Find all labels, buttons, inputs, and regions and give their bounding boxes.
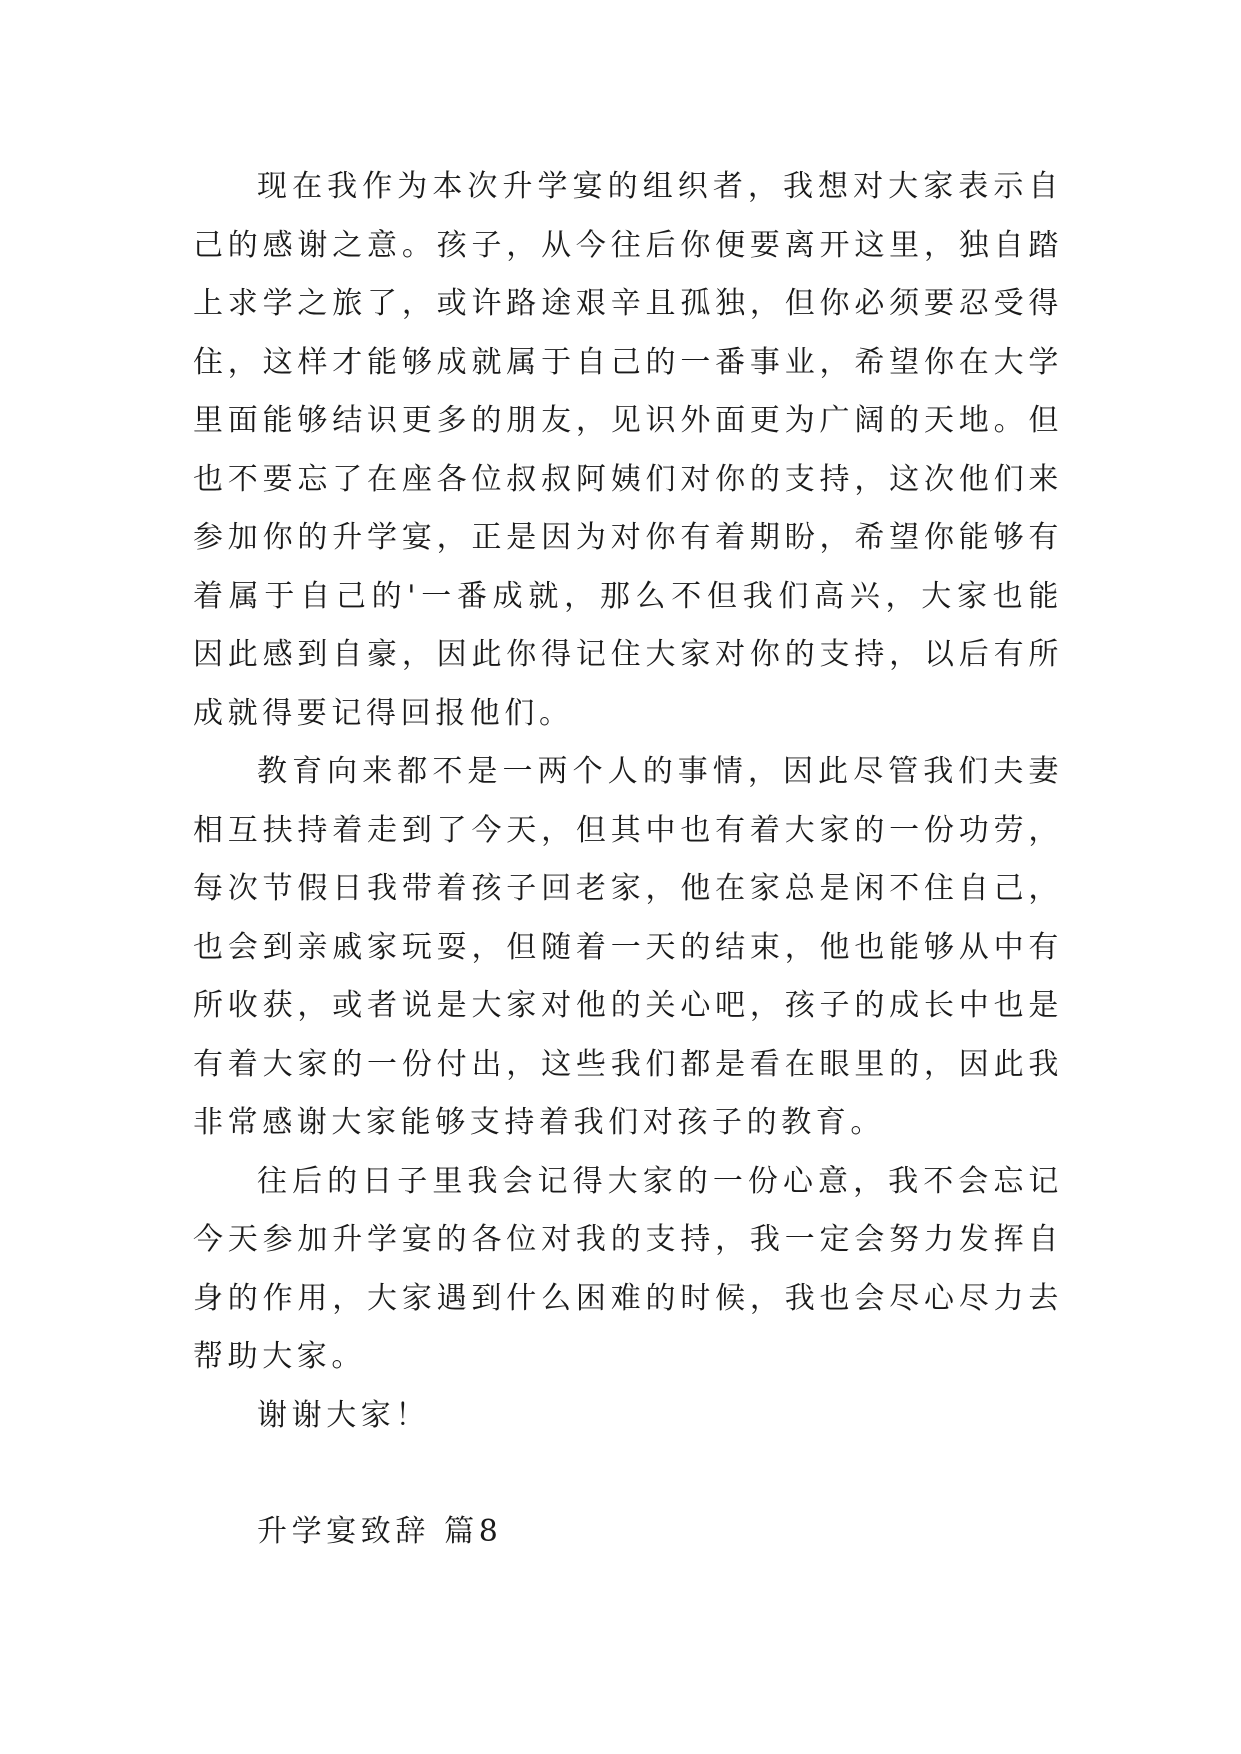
paragraph-future: 往后的日子里我会记得大家的一份心意，我不会忘记今天参加升学宴的各位对我的支持，我一定会努力发挥自身的作用，大家遇到什么困难的时候，我也会尽心尽力去帮助大家。	[193, 1163, 1063, 1374]
paragraph-education: 教育向来都不是一两个人的事情，因此尽管我们夫妻相互扶持着走到了今天，但其中也有着大家的一份功劳，每次节假日我带着孩子回老家，他在家总是闲不住自己，也会到亲戚家玩耍，但随着一天的结束，他也能够从中有所收获，或者说是大家对他的关心吧，孩子的成长中也是有着大家的一份付出，这些我们都是看在眼里的，因此我非常感谢大家能够支持着我们对孩子的教育。	[193, 754, 1063, 1140]
paragraph-organizer-thanks: 现在我作为本次升学宴的组织者，我想对大家表示自己的感谢之意。孩子，从今往后你便要离开这里，独自踏上求学之旅了，或许路途艰辛且孤独，但你必须要忍受得住，这样才能够成就属于自己的一番事业，希望你在大学里面能够结识更多的朋友，见识外面更为广阔的天地。但也不要忘了在座各位叔叔阿姨们对你的支持，这次他们来参加你的升学宴，正是因为对你有着期盼，希望你能够有着属于自己的'一番成就，那么不但我们高兴，大家也能因此感到自豪，因此你得记住大家对你的支持，以后有所成就得要记得回报他们。	[193, 169, 1063, 731]
paragraph-thank-you: 谢谢大家！	[257, 1397, 430, 1433]
document-body	[193, 158, 1063, 1562]
section-heading: 升学宴致辞 篇8	[257, 1514, 503, 1549]
